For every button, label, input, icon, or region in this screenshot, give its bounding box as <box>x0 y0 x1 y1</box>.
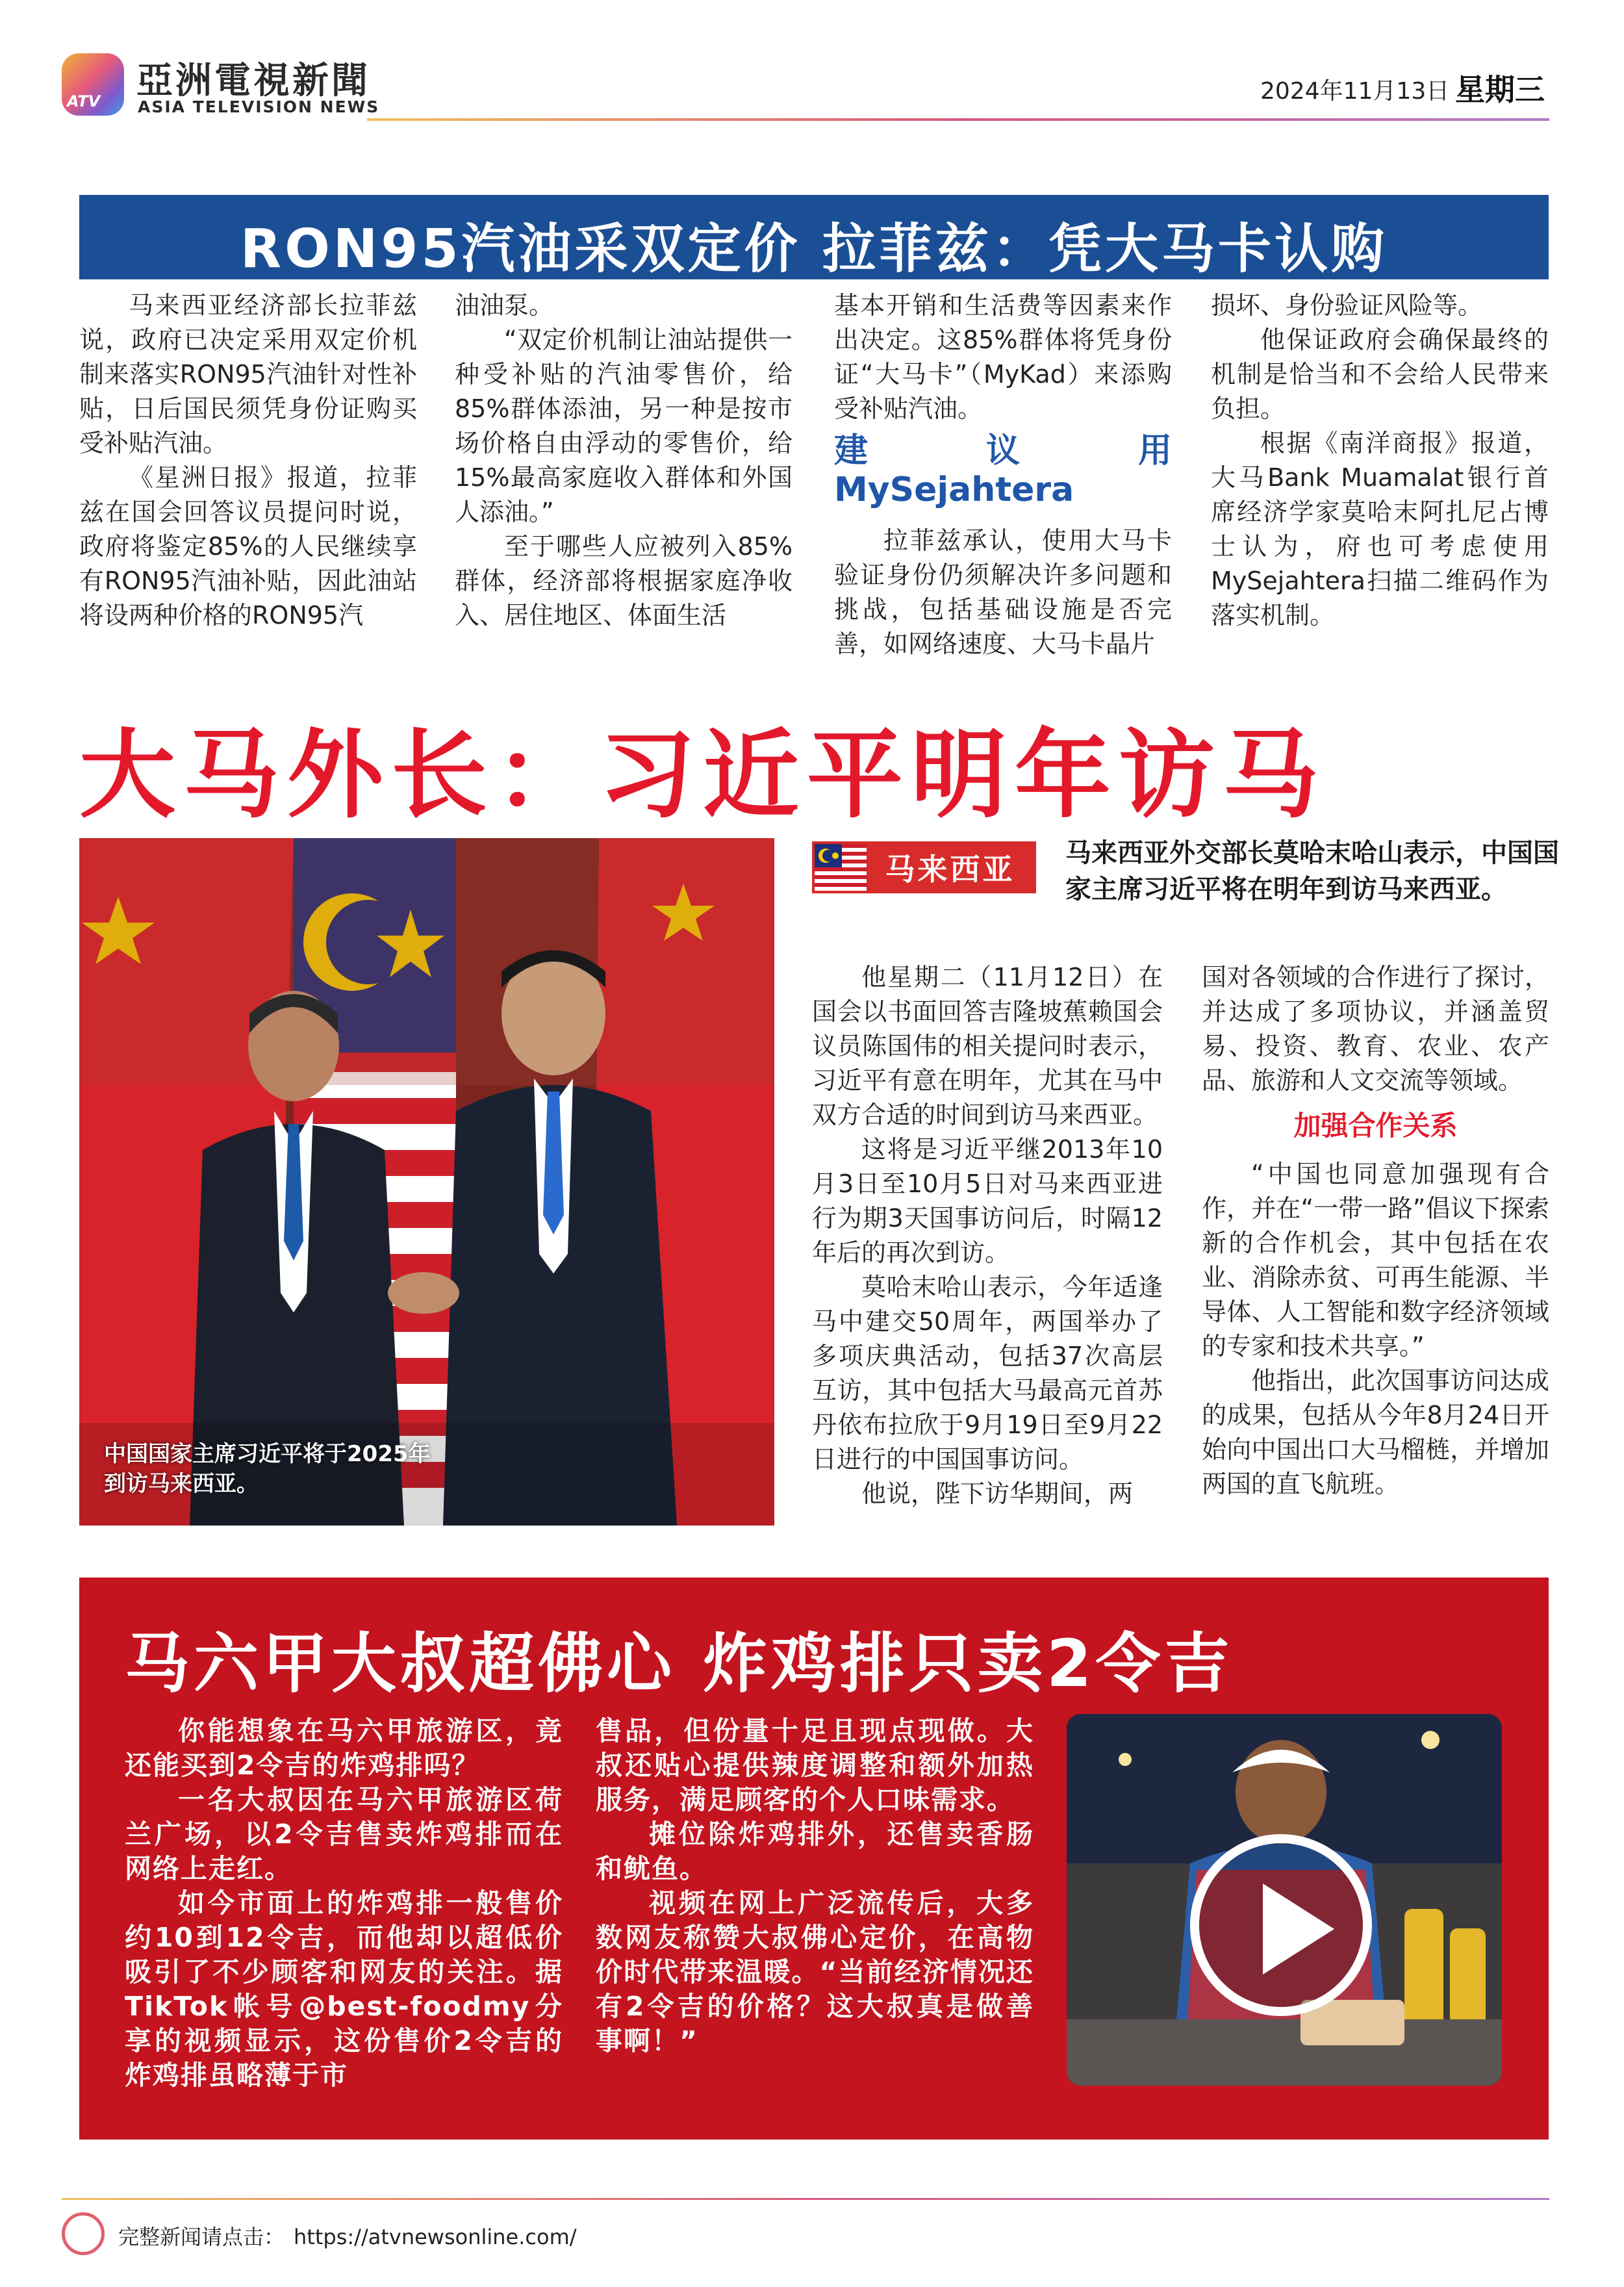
leaders-handshake-illustration <box>79 838 774 1526</box>
paragraph: 莫哈末哈山表示，今年适逢马中建交50周年，两国举办了多项庆典活动，包括37次高层互访，其中包括大马最高元首苏丹依布拉欣于9月19日至9月22日进行的中国国事访问。 <box>812 1273 1163 1474</box>
logo-badge-text: ATV <box>67 92 101 110</box>
article2-lead <box>1065 835 1559 908</box>
paragraph: 你能想象在马六甲旅游区，竟还能买到2令吉的炸鸡排吗？ <box>125 1715 563 1781</box>
paragraph: 摊位除炸鸡排外，还售卖香肠和鱿鱼。 <box>596 1819 1034 1884</box>
paragraph: 他指出，此次国事访问达成的成果，包括从今年8月24日开始向中国出口大马榴梿，并增加两国的直飞航班。 <box>1202 1366 1549 1498</box>
footer-link[interactable]: https://atvnewsonline.com/ <box>294 2225 577 2249</box>
paragraph: 售品，但份量十足且现点现做。大叔还贴心提供辣度调整和额外加热服务，满足顾客的个人口味需求。 <box>596 1715 1034 1815</box>
paragraph: 他星期二（11月12日）在国会以书面回答吉隆坡蕉赖国会议员陈国伟的相关提问时表示，习近平有意在明年，尤其在马中双方合适的时间到访马来西亚。 <box>812 963 1163 1129</box>
article1-banner <box>79 195 1549 279</box>
paragraph: 如今市面上的炸鸡排一般售价约10到12令吉，而他却以超低价吸引了不少顾客和网友的关注。据TikTok帐号@best-foodmy分享的视频显示，这份售价2令吉的炸鸡排虽略薄于市 <box>125 1887 563 2091</box>
article3-headline: 马六甲大叔超佛心 炸鸡排只卖2令吉 <box>125 1626 1234 1702</box>
article2-column-1 <box>812 960 1163 1511</box>
atv-logo-icon <box>62 53 124 116</box>
paragraph: 马来西亚经济部长拉菲兹说，政府已决定采用双定价机制来落实RON95汽油针对性补贴，日后国民须凭身份证购买受补贴汽油。 <box>79 291 417 457</box>
issue-date: 2024年11月13日 <box>1260 78 1450 105</box>
play-icon <box>1263 1884 1334 1974</box>
article1-column-3 <box>834 288 1172 661</box>
news-photo <box>79 838 774 1526</box>
lead-paragraph: 马来西亚外交部长莫哈末哈山表示，中国国家主席习近平将在明年到访马来西亚。 <box>1065 838 1559 904</box>
paragraph: 损坏、身份验证风险等。 <box>1211 291 1483 320</box>
page-header <box>0 0 1624 130</box>
logo-chinese-name: 亞洲電視新聞 <box>136 60 370 102</box>
footer-text <box>118 2221 577 2251</box>
article1-column-4 <box>1211 288 1549 633</box>
article3-box <box>79 1578 1549 2140</box>
paragraph: 《星洲日报》报道，拉菲兹在国会回答议员提问时说，政府将鉴定85%的人民继续享有RON95汽油补贴，因此油站将设两种价格的RON95汽 <box>79 463 417 630</box>
video-thumbnail[interactable] <box>1067 1714 1502 2086</box>
malaysia-section-logo <box>812 841 1036 893</box>
article1-title: RON95汽油采双定价 拉菲兹：凭大马卡认购 <box>240 218 1388 280</box>
paragraph: 国对各领域的合作进行了探讨，并达成了多项协议，并涵盖贸易、投资、教育、农业、农产品、旅游和人文交流等领域。 <box>1202 963 1549 1095</box>
article1-column-2 <box>455 288 793 633</box>
malaysia-flag-icon <box>815 844 867 891</box>
malaysia-section-label: 马来西亚 <box>867 844 1034 891</box>
globe-icon <box>62 2212 105 2255</box>
logo-english-name: ASIA TELEVISION NEWS <box>138 97 380 116</box>
article3-column-1 <box>125 1714 563 2093</box>
paragraph: “双定价机制让油站提供一种受补贴的汽油零售价，给85%群体添油，另一种是按市场价格自由浮动的零售价，给15%最高家庭收入群体和外国人添油。” <box>455 326 793 526</box>
paragraph: 根据《南洋商报》报道，大马Bank Muamalat银行首席经济学家莫哈末阿扎尼占博士认为，府也可考虑使用MySejahtera扫描二维码作为落实机制。 <box>1211 429 1549 630</box>
photo-caption: 中国国家主席习近平将于2025年到访马来西亚。 <box>104 1441 431 1497</box>
footer-label: 完整新闻请点击： <box>118 2225 285 2249</box>
play-button[interactable] <box>1190 1834 1372 2016</box>
paragraph: “中国也同意加强现有合作，并在“一带一路”倡议下探索新的合作机会，其中包括在农业、消除赤贫、可再生能源、半导体、人工智能和数字经济领域的专家和技术共享。” <box>1202 1160 1549 1361</box>
article2-subhead: 加强合作关系 <box>1293 1110 1458 1142</box>
paragraph: 基本开销和生活费等因素来作出决定。这85%群体将凭身份证“大马卡”（MyKad）来添购受补贴汽油。 <box>834 291 1172 423</box>
footer-divider <box>62 2198 1549 2200</box>
paragraph: 拉菲兹承认，使用大马卡验证身份仍须解决许多问题和挑战，包括基础设施是否完善，如网络速度、大马卡晶片 <box>834 526 1172 658</box>
paragraph: 这将是习近平继2013年10月3日至10月5日对马来西亚进行为期3天国事访问后，时隔12年后的再次到访。 <box>812 1135 1163 1267</box>
article2-column-2 <box>1202 960 1549 1501</box>
paragraph: 至于哪些人应被列入85%群体，经济部将根据家庭净收入、居住地区、体面生活 <box>455 532 793 630</box>
article2-headline: 大马外长：习近平明年访马 <box>79 719 1326 831</box>
paragraph: 他保证政府会确保最终的机制是恰当和不会给人民带来负担。 <box>1211 326 1549 423</box>
paragraph: 油油泵。 <box>455 291 554 320</box>
header-divider <box>367 118 1549 121</box>
paragraph: 他说，陛下访华期间，两 <box>861 1479 1134 1508</box>
article3-column-2 <box>596 1714 1034 2058</box>
paragraph: 一名大叔因在马六甲旅游区荷兰广场，以2令吉售卖炸鸡排而在网络上走红。 <box>125 1784 563 1884</box>
article1-subhead: 建议用MySejahtera <box>834 431 1172 509</box>
issue-weekday: 星期三 <box>1455 72 1545 107</box>
paragraph: 视频在网上广泛流传后，大多数网友称赞大叔佛心定价，在高物价时代带来温暖。“当前经济情况还有2令吉的价格？这大叔真是做善事啊！” <box>596 1887 1034 2056</box>
article1-column-1 <box>79 288 417 633</box>
